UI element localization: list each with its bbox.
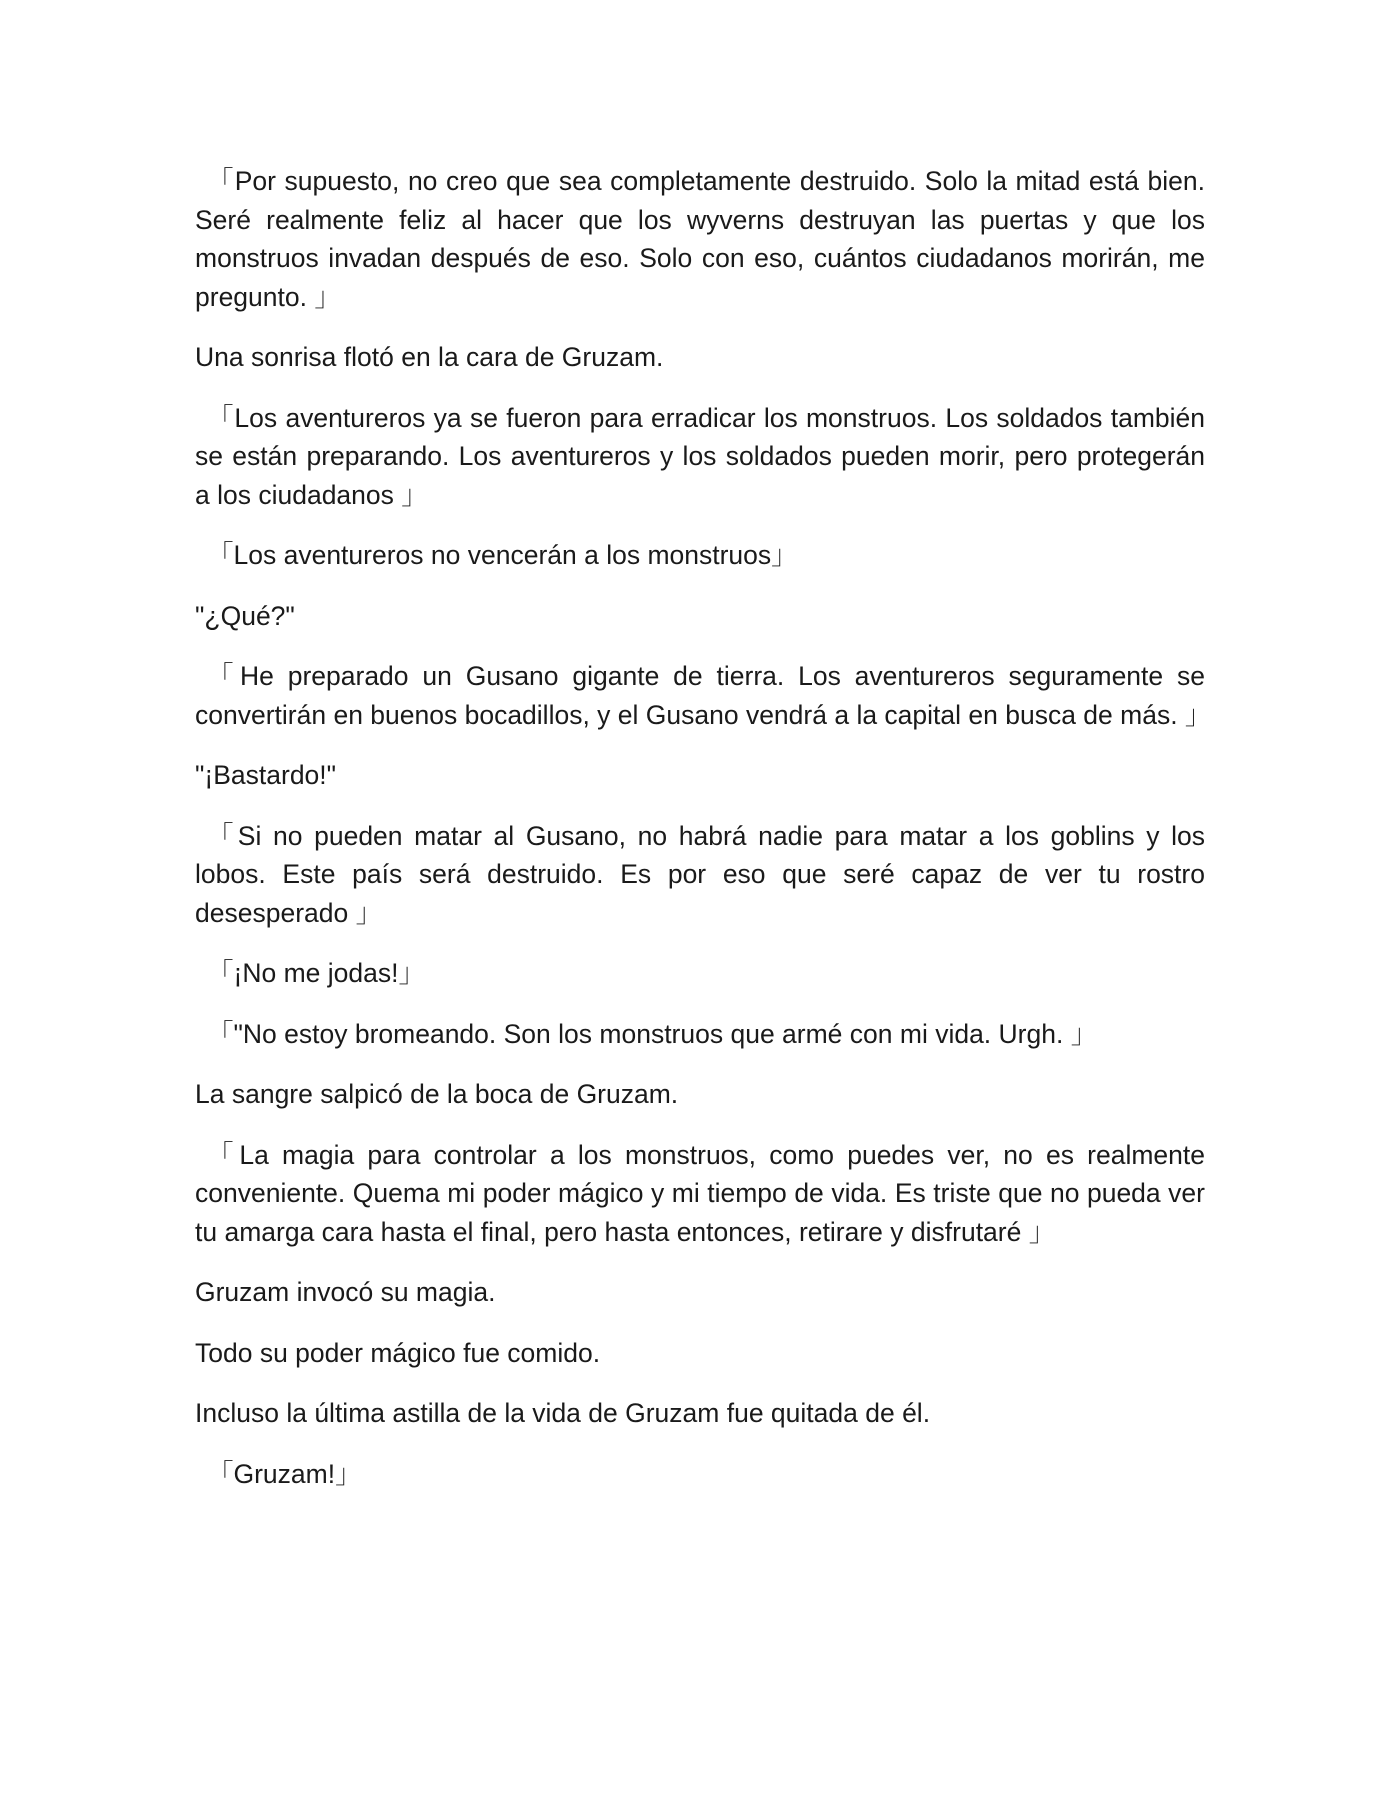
paragraph: "¡Bastardo!" — [195, 760, 337, 790]
paragraph: 「Por supuesto, no creo que sea completamente destruido. Solo la mitad está bien. Seré realmente feliz al hacer que los wyverns destruyan las puertas y que los monstruos invadan después de eso. Solo con eso, cuántos ciudadanos morirán, me pregunto. 」 — [195, 166, 1205, 312]
paragraph: 「Si no pueden matar al Gusano, no habrá nadie para matar a los goblins y los lobos. Este país será destruido. Es por eso que seré capaz de ver tu rostro desesperado 」 — [195, 820, 1205, 928]
paragraph: Gruzam invocó su magia. — [195, 1277, 496, 1307]
paragraph: Una sonrisa flotó en la cara de Gruzam. — [195, 342, 664, 372]
paragraph: La sangre salpicó de la boca de Gruzam. — [195, 1079, 679, 1109]
paragraph: 「Los aventureros no vencerán a los monstruos」 — [207, 540, 798, 570]
paragraph: 「Gruzam!」 — [207, 1458, 362, 1489]
paragraph: 「"No estoy bromeando. Son los monstruos que armé con mi vida. Urgh. 」 — [207, 1018, 1098, 1049]
paragraph: Incluso la última astilla de la vida de Gruzam fue quitada de él. — [195, 1398, 931, 1428]
paragraph: 「La magia para controlar a los monstruos, como puedes ver, no es realmente conveniente. Quema mi poder mágico y mi tiempo de vida. Es triste que no pueda ver tu amarga cara hasta el final, pero hasta entonces, retirare y disfrutaré 」 — [195, 1139, 1205, 1247]
paragraph: 「He preparado un Gusano gigante de tierra. Los aventureros seguramente se convertirán en buenos bocadillos, y el Gusano vendrá a la capital en busca de más. 」 — [195, 661, 1212, 730]
paragraph: 「¡No me jodas!」 — [207, 958, 425, 988]
document-body — [195, 162, 1212, 1515]
paragraph: 「Los aventureros ya se fueron para erradicar los monstruos. Los soldados también se están preparando. Los aventureros y los soldados pueden morir, pero protegerán a los ciudadanos 」 — [195, 402, 1205, 510]
paragraph: Todo su poder mágico fue comido. — [195, 1337, 601, 1368]
paragraph: "¿Qué?" — [195, 600, 295, 631]
